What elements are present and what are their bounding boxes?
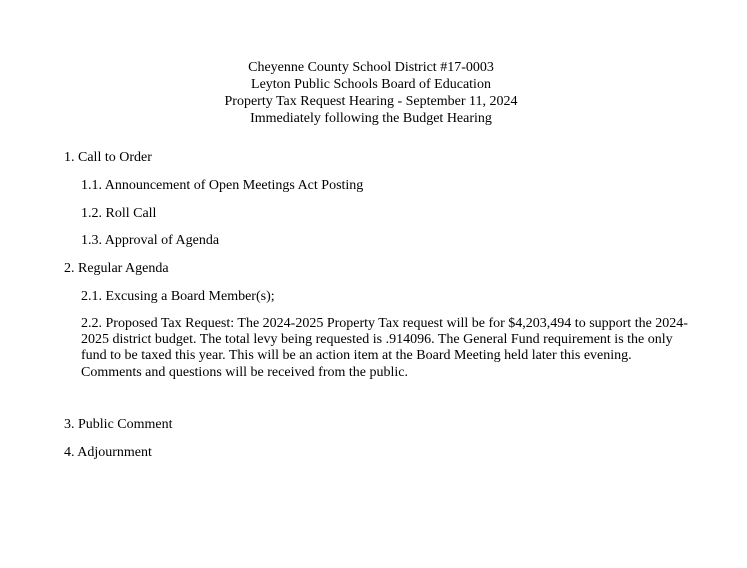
agenda-item-approval-of-agenda: 1.3. Approval of Agenda [81,233,220,248]
document-header [0,59,742,127]
agenda-item-call-to-order: 1. Call to Order [64,150,152,165]
agenda-item-regular-agenda: 2. Regular Agenda [64,261,169,276]
agenda-item-open-meetings-act: 1.1. Announcement of Open Meetings Act Posting [81,178,364,193]
board-name: Leyton Public Schools Board of Education [251,77,491,92]
hearing-timing: Immediately following the Budget Hearing [250,111,492,126]
hearing-title: Property Tax Request Hearing - September 11, 2024 [224,94,518,109]
district-name: Cheyenne County School District #17-0003 [248,60,494,75]
agenda-item-roll-call: 1.2. Roll Call [81,206,157,221]
agenda-item-excusing-board-member: 2.1. Excusing a Board Member(s); [81,289,275,304]
agenda-item-proposed-tax-request: 2.2. Proposed Tax Request: The 2024-2025 Property Tax request will be for $4,203,494 to support the 2024-2025 district budget. The total levy being requested is .914096. The General Fund requirement is the only fund to be taxed this year. This will be an action item at the Board Meeting held later this evening. Comments and questions will be received from the public. [81,316,688,380]
agenda-item-public-comment: 3. Public Comment [64,417,173,432]
agenda-item-adjournment: 4. Adjournment [64,445,152,460]
